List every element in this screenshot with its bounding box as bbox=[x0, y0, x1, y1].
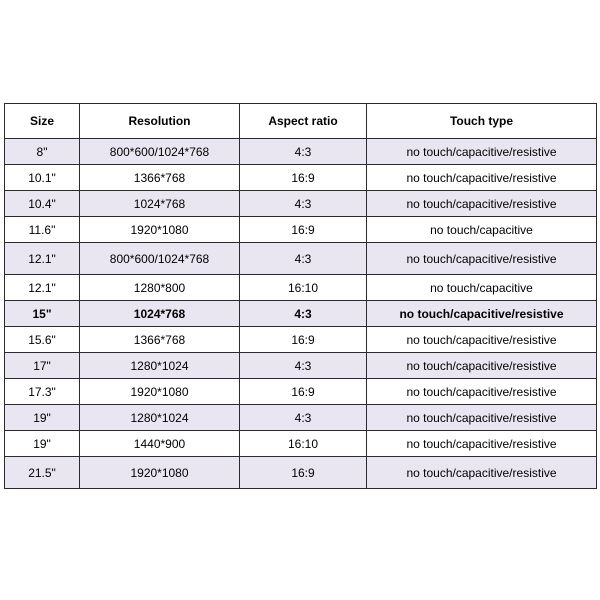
table-row bbox=[5, 243, 597, 275]
table-row bbox=[5, 431, 597, 457]
cell-resolution: 800*600/1024*768 bbox=[80, 139, 240, 165]
header-size: Size bbox=[5, 104, 80, 139]
table-row bbox=[5, 379, 597, 405]
cell-size: 17" bbox=[5, 353, 80, 379]
table-row bbox=[5, 139, 597, 165]
cell-resolution: 800*600/1024*768 bbox=[80, 243, 240, 275]
cell-aspect-ratio: 16:9 bbox=[240, 457, 367, 489]
cell-aspect-ratio: 4:3 bbox=[240, 243, 367, 275]
cell-aspect-ratio: 4:3 bbox=[240, 405, 367, 431]
table-row bbox=[5, 405, 597, 431]
table-row bbox=[5, 165, 597, 191]
cell-aspect-ratio: 16:10 bbox=[240, 431, 367, 457]
table-row bbox=[5, 275, 597, 301]
cell-size: 15" bbox=[5, 301, 80, 327]
cell-touch-type: no touch/capacitive/resistive bbox=[367, 405, 597, 431]
cell-resolution: 1024*768 bbox=[80, 191, 240, 217]
cell-touch-type: no touch/capacitive/resistive bbox=[367, 327, 597, 353]
cell-resolution: 1366*768 bbox=[80, 327, 240, 353]
cell-aspect-ratio: 16:9 bbox=[240, 327, 367, 353]
header-row bbox=[5, 104, 597, 139]
cell-touch-type: no touch/capacitive/resistive bbox=[367, 191, 597, 217]
cell-resolution: 1920*1080 bbox=[80, 217, 240, 243]
spec-table bbox=[4, 103, 597, 489]
cell-size: 17.3" bbox=[5, 379, 80, 405]
cell-resolution: 1920*1080 bbox=[80, 379, 240, 405]
cell-size: 12.1" bbox=[5, 243, 80, 275]
header-resolution: Resolution bbox=[80, 104, 240, 139]
cell-size: 19" bbox=[5, 405, 80, 431]
cell-aspect-ratio: 16:9 bbox=[240, 379, 367, 405]
cell-touch-type: no touch/capacitive/resistive bbox=[367, 243, 597, 275]
cell-size: 8" bbox=[5, 139, 80, 165]
cell-touch-type: no touch/capacitive/resistive bbox=[367, 431, 597, 457]
cell-size: 10.1" bbox=[5, 165, 80, 191]
cell-touch-type: no touch/capacitive bbox=[367, 217, 597, 243]
cell-touch-type: no touch/capacitive/resistive bbox=[367, 457, 597, 489]
cell-size: 19" bbox=[5, 431, 80, 457]
table-row bbox=[5, 457, 597, 489]
cell-resolution: 1024*768 bbox=[80, 301, 240, 327]
table-body bbox=[5, 139, 597, 489]
cell-size: 15.6" bbox=[5, 327, 80, 353]
cell-touch-type: no touch/capacitive/resistive bbox=[367, 139, 597, 165]
cell-aspect-ratio: 4:3 bbox=[240, 301, 367, 327]
cell-aspect-ratio: 16:9 bbox=[240, 165, 367, 191]
cell-aspect-ratio: 4:3 bbox=[240, 139, 367, 165]
cell-aspect-ratio: 16:10 bbox=[240, 275, 367, 301]
cell-size: 10.4" bbox=[5, 191, 80, 217]
cell-aspect-ratio: 16:9 bbox=[240, 217, 367, 243]
table-header bbox=[5, 104, 597, 139]
cell-resolution: 1280*1024 bbox=[80, 405, 240, 431]
cell-touch-type: no touch/capacitive/resistive bbox=[367, 379, 597, 405]
cell-resolution: 1440*900 bbox=[80, 431, 240, 457]
cell-touch-type: no touch/capacitive/resistive bbox=[367, 165, 597, 191]
cell-touch-type: no touch/capacitive/resistive bbox=[367, 353, 597, 379]
header-touch-type: Touch type bbox=[367, 104, 597, 139]
table-row bbox=[5, 327, 597, 353]
cell-touch-type: no touch/capacitive/resistive bbox=[367, 301, 597, 327]
table-row bbox=[5, 217, 597, 243]
cell-touch-type: no touch/capacitive bbox=[367, 275, 597, 301]
cell-resolution: 1366*768 bbox=[80, 165, 240, 191]
table-row bbox=[5, 301, 597, 327]
table-row bbox=[5, 353, 597, 379]
cell-size: 12.1" bbox=[5, 275, 80, 301]
cell-size: 11.6" bbox=[5, 217, 80, 243]
cell-aspect-ratio: 4:3 bbox=[240, 191, 367, 217]
cell-resolution: 1280*800 bbox=[80, 275, 240, 301]
cell-aspect-ratio: 4:3 bbox=[240, 353, 367, 379]
cell-resolution: 1920*1080 bbox=[80, 457, 240, 489]
cell-size: 21.5" bbox=[5, 457, 80, 489]
header-aspect-ratio: Aspect ratio bbox=[240, 104, 367, 139]
table-row bbox=[5, 191, 597, 217]
cell-resolution: 1280*1024 bbox=[80, 353, 240, 379]
